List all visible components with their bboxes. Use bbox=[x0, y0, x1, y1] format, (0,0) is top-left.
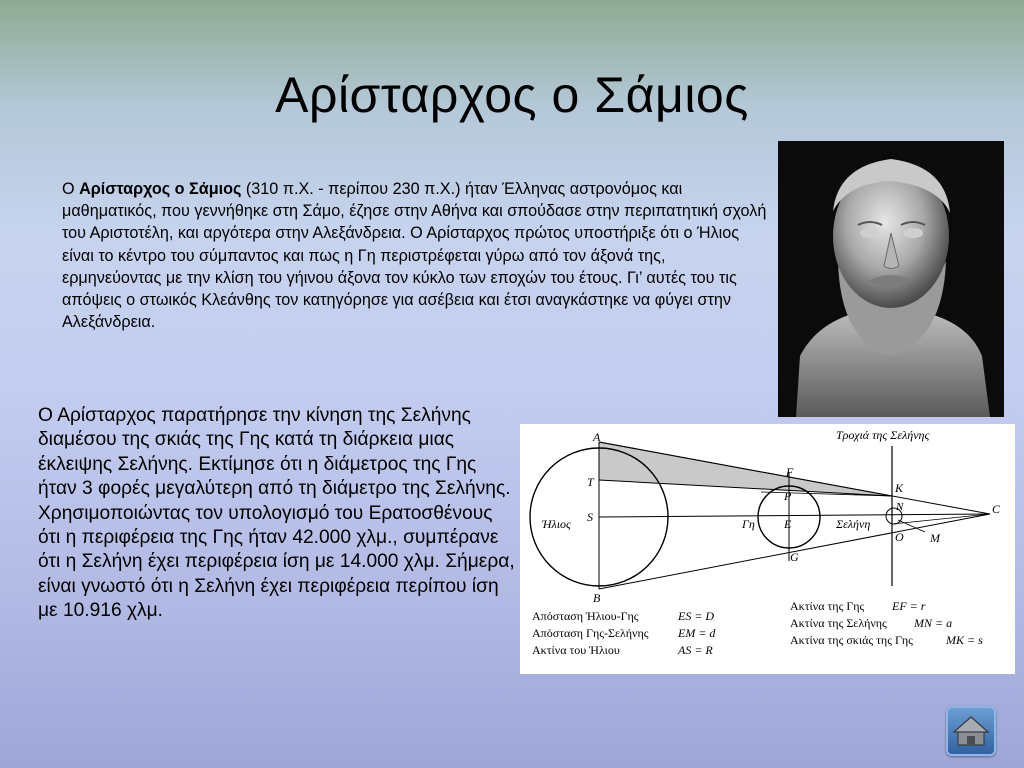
para1-rest: (310 π.Χ. - περίπου 230 π.Χ.) ήταν Έλληνας αστρονόμος και μαθηματικός, που γεννήθηκε στη Σάμο, έζησε στην Αθήνα και σπούδασε στην περιπατητική σχολή του Αριστοτέλη, και αργότερα στην Αλεξάνδρεια. Ο Αρίσταρχος πρώτος υποστήριξε ότι ο Ήλιος είναι το κέντρο του σύμπαντος και πως η Γη περιστρέφεται γύρω από τον άξονά της, ερμηνεύοντας με την κλίση του γήινου άξονα τον κύκλο των εποχών του έτους. Γι’ αυτές του τις απόψεις ο στωικός Κλεάνθης τον κατηγόρησε για ασέβεια και έτσι αναγκάστηκε να φύγει στην Αλεξάνδρεια. bbox=[62, 180, 767, 332]
legend-left-2-formula: EM = d bbox=[678, 626, 716, 640]
moon-orbit-label: Τροχιά της Σελήνης bbox=[836, 428, 930, 442]
para1-bold-name: Αρίσταρχος ο Σάμιος bbox=[79, 180, 242, 198]
para1-prefix: Ο bbox=[62, 180, 80, 198]
legend-left-1-label: Απόσταση Ήλιου-Γης bbox=[532, 609, 639, 623]
legend-left-1-formula: ES = D bbox=[678, 609, 715, 623]
legend-right-1-label: Ακτίνα της Γης bbox=[790, 599, 865, 613]
legend-left-3-formula: AS = R bbox=[678, 643, 713, 657]
point-e: E bbox=[784, 517, 792, 531]
earth-label: Γη bbox=[742, 517, 755, 531]
slide-title: Αρίσταρχος ο Σάμιος bbox=[275, 67, 749, 123]
point-c: C bbox=[992, 502, 1001, 516]
moon-label: Σελήνη bbox=[836, 517, 871, 531]
home-icon bbox=[946, 706, 996, 756]
legend-right-3-formula: MK = s bbox=[946, 633, 983, 647]
point-b: B bbox=[593, 591, 601, 605]
point-f: F bbox=[786, 465, 794, 479]
eclipse-geometry-diagram bbox=[520, 424, 1015, 674]
legend-left-2-label: Απόσταση Γης-Σελήνης bbox=[532, 626, 649, 640]
point-o: O bbox=[895, 530, 904, 544]
point-k: K bbox=[895, 481, 904, 495]
point-p: P bbox=[784, 489, 792, 503]
point-m: M bbox=[930, 531, 940, 545]
legend-right-2-label: Ακτίνα της Σελήνης bbox=[790, 616, 887, 630]
legend-right-3-label: Ακτίνα της σκιάς της Γης bbox=[790, 633, 913, 647]
point-t: T bbox=[587, 475, 594, 489]
point-g: G bbox=[790, 550, 799, 564]
legend-left-3-label: Ακτίνα του Ήλιου bbox=[532, 643, 620, 657]
sun-label: Ήλιος bbox=[542, 517, 571, 531]
legend-right-2-formula: MN = a bbox=[914, 616, 953, 630]
point-a: A bbox=[593, 430, 601, 444]
point-s: S bbox=[587, 510, 593, 524]
point-n: N bbox=[896, 501, 904, 513]
aristarchus-bust-image bbox=[778, 141, 1004, 417]
legend-right-1-formula: EF = r bbox=[892, 599, 926, 613]
home-button[interactable] bbox=[946, 706, 996, 756]
eclipse-paragraph: Ο Αρίσταρχος παρατήρησε την κίνηση της Σελήνης διαμέσου της σκιάς της Γης κατά τη διάρκεια μιας έκλειψης Σελήνης. Εκτίμησε ότι η διάμετρος της Γης ήταν 3 φορές μεγαλύτερη από τη διάμετρο της Σελήνης. Χρησιμοποιώντας τον υπολογισμό του Ερατοσθένους ότι η περιφέρεια της Γης ήταν 42.000 χλμ., συμπέρανε ότι η Σελήνη έχει περιφέρεια ίση με 14.000 χλμ. Σήμερα, είναι γνωστό ότι η Σελήνη έχει περιφέρεια περίπου ίση με 10.916 χλμ. bbox=[38, 405, 515, 622]
biography-paragraph bbox=[62, 178, 768, 333]
